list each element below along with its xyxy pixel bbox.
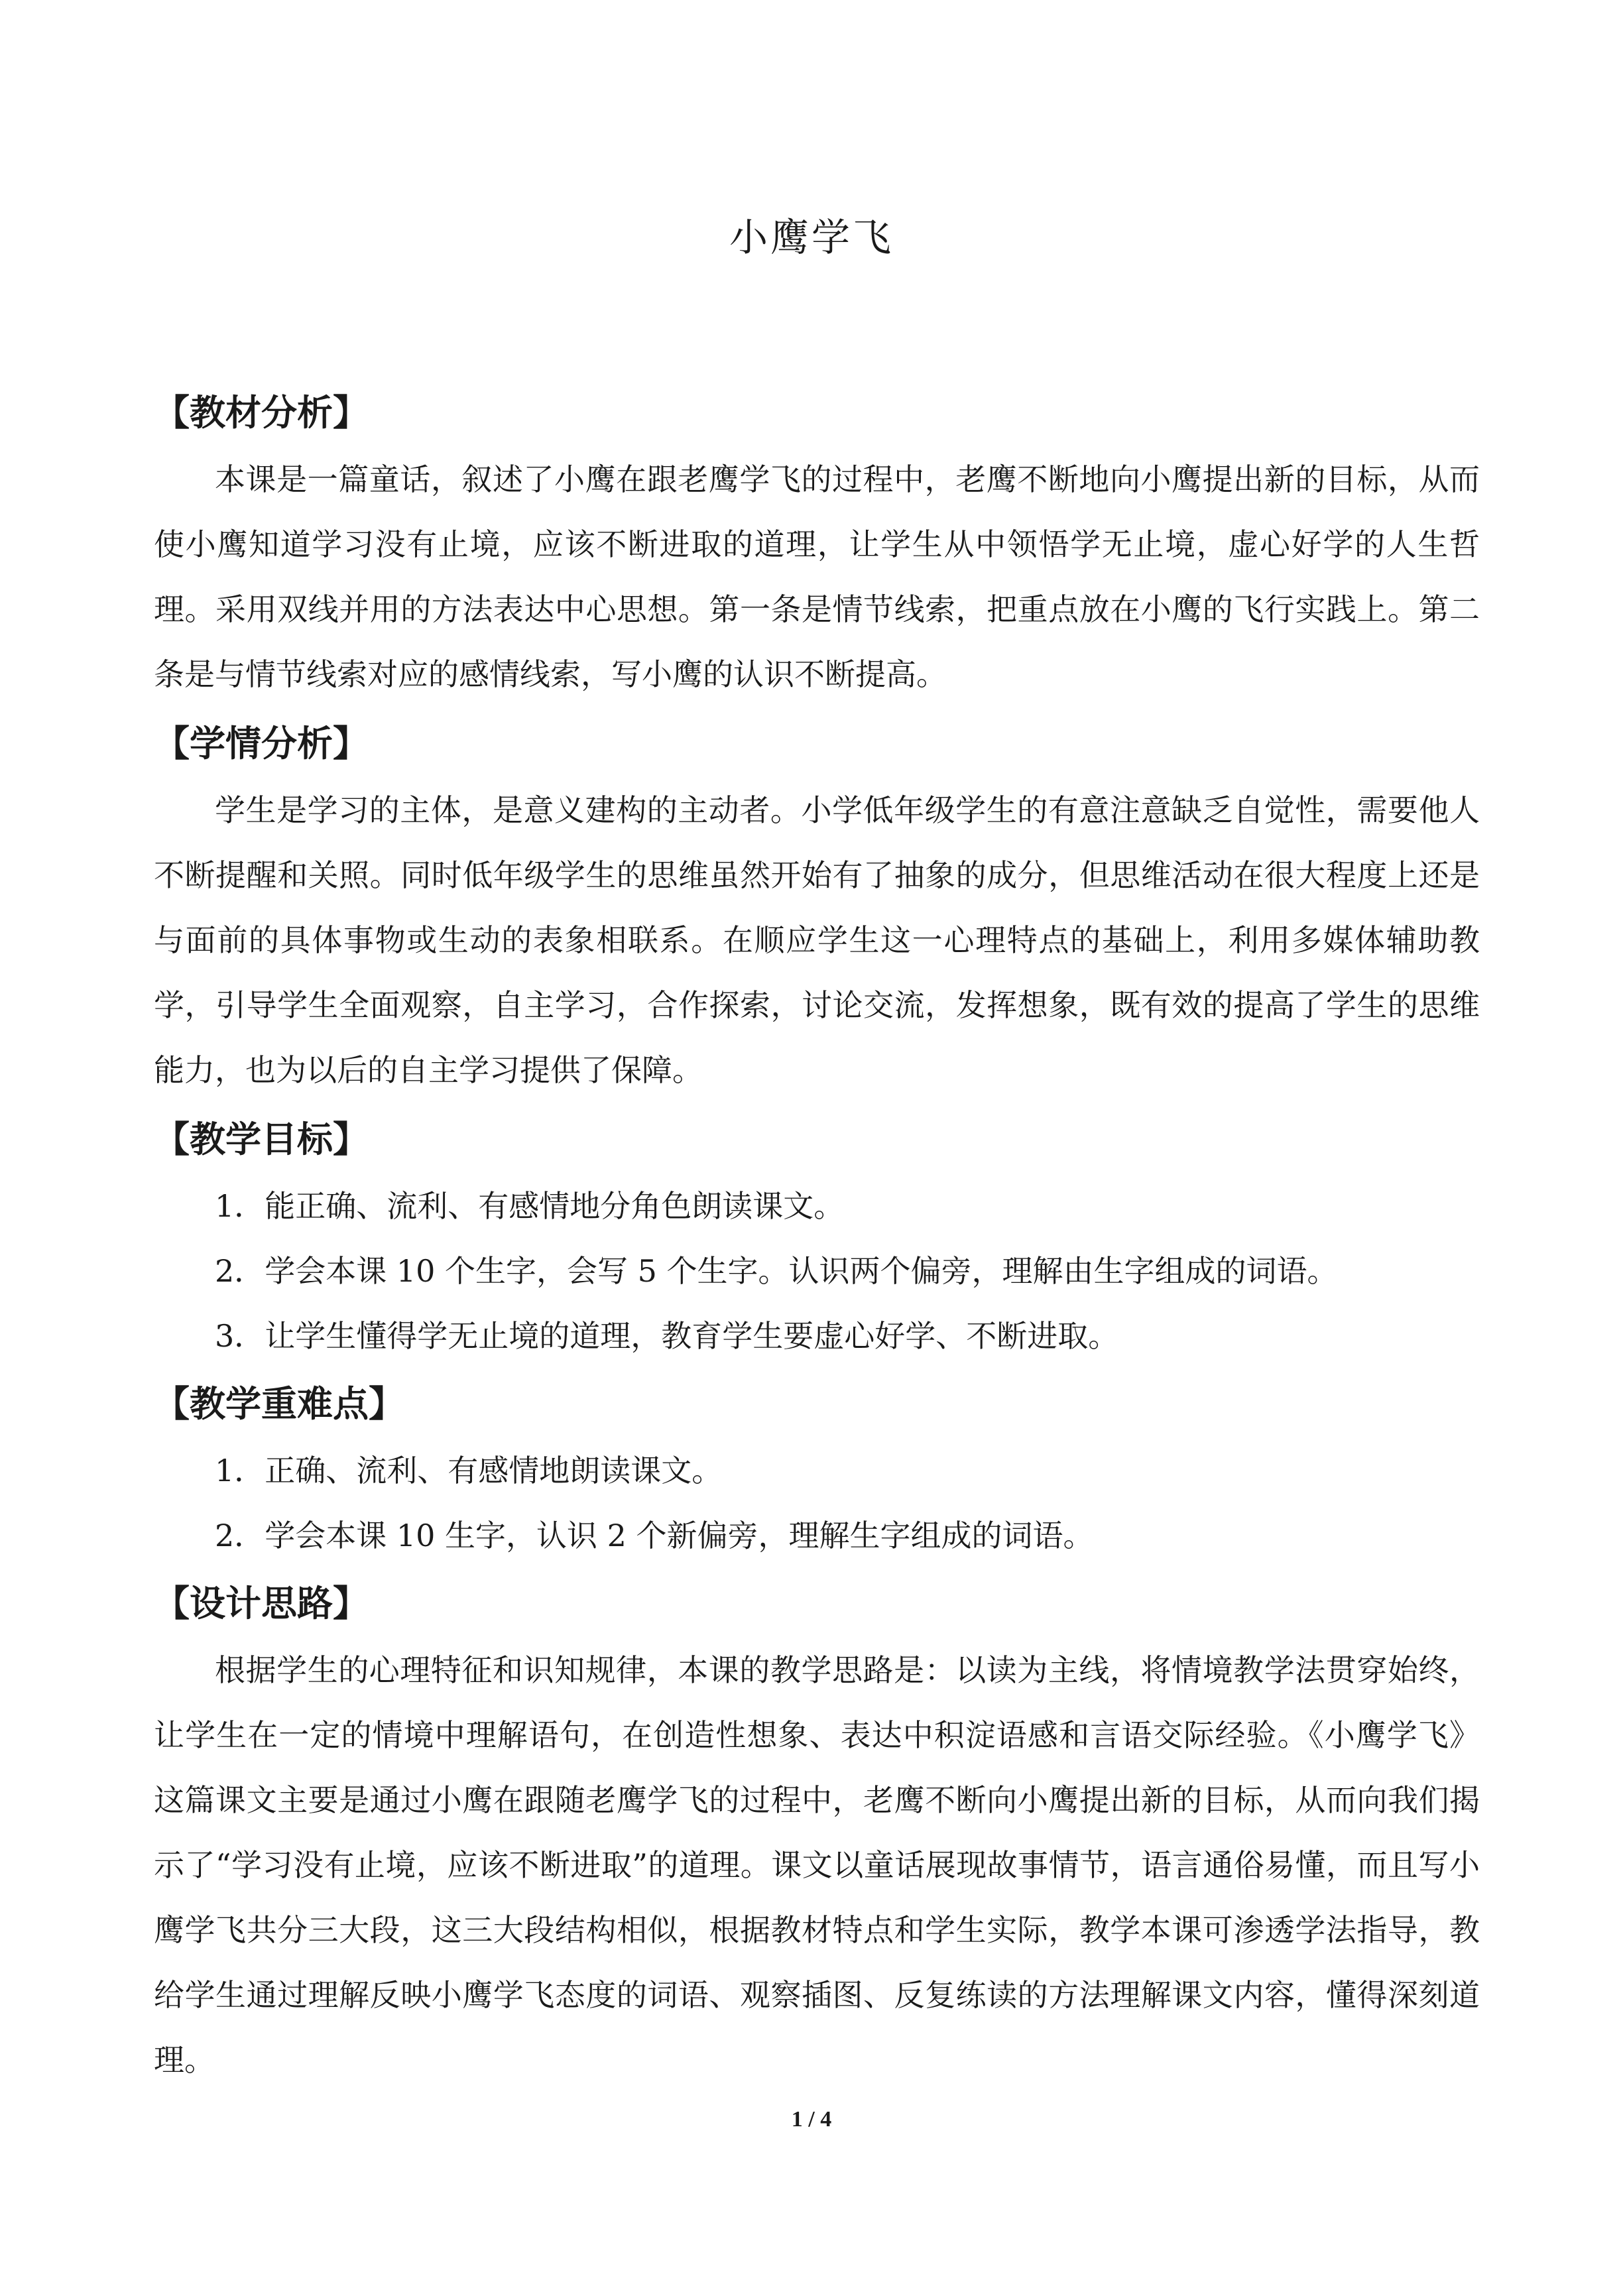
list-item: 2．学会本课 10 个生字，会写 5 个生字。认识两个偏旁，理解由生字组成的词语。 bbox=[215, 1253, 1338, 1289]
section-heading: 【学情分析】 bbox=[154, 722, 369, 764]
document-body bbox=[154, 381, 1480, 2098]
section-heading: 【教学重难点】 bbox=[154, 1382, 404, 1425]
list-item: 1．正确、流利、有感情地朗读课文。 bbox=[215, 1453, 723, 1488]
list-item: 3．让学生懂得学无止境的道理，教育学生要虚心好学、不断进取。 bbox=[215, 1318, 1119, 1354]
section-paragraph: 本课是一篇童话，叙述了小鹰在跟老鹰学飞的过程中，老鹰不断地向小鹰提出新的目标，从而使小鹰知道学习没有止境，应该不断进取的道理，让学生从中领悟学无止境，虚心好学的人生哲理。采用双线并用的方法表达中心思想。第一条是情节线索，把重点放在小鹰的飞行实践上。第二条是与情节线索对应的感情线索，写小鹰的认识不断提高。 bbox=[154, 461, 1480, 692]
section-heading: 【教学目标】 bbox=[154, 1118, 369, 1160]
section-heading: 【设计思路】 bbox=[154, 1582, 369, 1624]
section-teaching-goals bbox=[154, 1108, 1480, 1372]
section-student-analysis bbox=[154, 712, 1480, 1108]
list-item: 2．学会本课 10 生字，认识 2 个新偏旁，理解生字组成的词语。 bbox=[215, 1518, 1094, 1553]
difficulty-list bbox=[154, 1435, 1480, 1572]
section-textbook-analysis bbox=[154, 381, 1480, 712]
goal-list bbox=[154, 1171, 1480, 1372]
section-paragraph: 根据学生的心理特征和识知规律，本课的教学思路是：以读为主线，将情境教学法贯穿始终，让学生在一定的情境中理解语句，在创造性想象、表达中积淀语感和言语交际经验。《小鹰学飞》这篇课文主要是通过小鹰在跟随老鹰学飞的过程中，老鹰不断向小鹰提出新的目标，从而向我们揭示了“学习没有止境，应该不断进取”的道理。课文以童话展现故事情节，语言通俗易懂，而且写小鹰学飞共分三大段，这三大段结构相似，根据教材特点和学生实际，教学本课可渗透学法指导，教给学生通过理解反映小鹰学飞态度的词语、观察插图、反复练读的方法理解课文内容，懂得深刻道理。 bbox=[154, 1652, 1480, 2078]
document-title: 小鹰学飞 bbox=[729, 215, 894, 260]
section-heading: 【教材分析】 bbox=[154, 391, 369, 434]
section-design-idea bbox=[154, 1572, 1480, 2098]
list-item: 1．能正确、流利、有感情地分角色朗读课文。 bbox=[215, 1188, 845, 1224]
page-number: 1 / 4 bbox=[791, 2107, 832, 2132]
section-key-difficulties bbox=[154, 1372, 1480, 1572]
section-paragraph: 学生是学习的主体，是意义建构的主动者。小学低年级学生的有意注意缺乏自觉性，需要他人不断提醒和关照。同时低年级学生的思维虽然开始有了抽象的成分，但思维活动在很大程度上还是与面前的具体事物或生动的表象相联系。在顺应学生这一心理特点的基础上，利用多媒体辅助教学，引导学生全面观察，自主学习，合作探索，讨论交流，发挥想象，既有效的提高了学生的思维能力，也为以后的自主学习提供了保障。 bbox=[154, 792, 1480, 1088]
